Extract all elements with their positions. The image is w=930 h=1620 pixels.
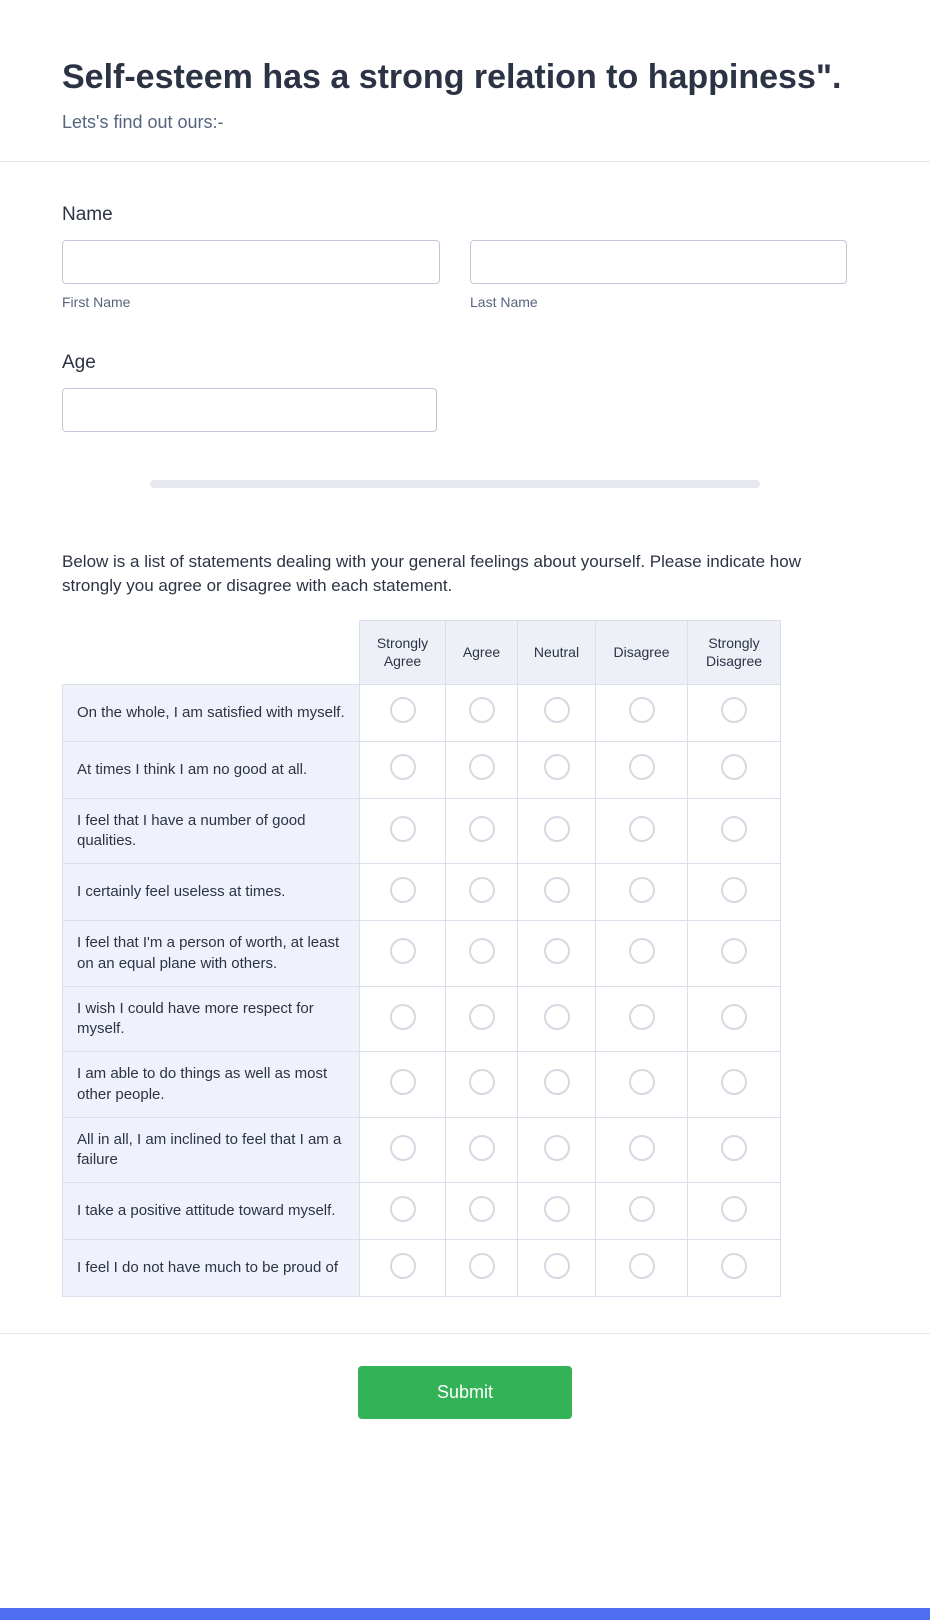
- radio-button[interactable]: [390, 1253, 416, 1279]
- matrix-row: [63, 921, 781, 987]
- matrix-row-label: I feel that I'm a person of worth, at least on an equal plane with others.: [63, 921, 360, 987]
- radio-button[interactable]: [629, 816, 655, 842]
- radio-button[interactable]: [629, 1253, 655, 1279]
- radio-button[interactable]: [721, 938, 747, 964]
- matrix-cell: [360, 1117, 446, 1183]
- matrix-row-label: I take a positive attitude toward myself.: [63, 1183, 360, 1240]
- radio-button[interactable]: [721, 816, 747, 842]
- matrix-row-label: I wish I could have more respect for myself.: [63, 986, 360, 1052]
- radio-button[interactable]: [390, 1004, 416, 1030]
- radio-button[interactable]: [721, 697, 747, 723]
- matrix-row: [63, 986, 781, 1052]
- matrix-cell: [518, 986, 596, 1052]
- matrix-cell: [596, 684, 688, 741]
- matrix-cell: [360, 684, 446, 741]
- matrix-cell: [446, 798, 518, 864]
- matrix-cell: [596, 986, 688, 1052]
- matrix-cell: [446, 1052, 518, 1118]
- radio-button[interactable]: [629, 1135, 655, 1161]
- matrix-row-label: I certainly feel useless at times.: [63, 864, 360, 921]
- radio-button[interactable]: [721, 877, 747, 903]
- last-name-group: [470, 240, 847, 310]
- matrix-cell: [446, 1240, 518, 1297]
- first-name-input[interactable]: [62, 240, 440, 284]
- age-field-label: Age: [62, 352, 96, 374]
- last-name-input[interactable]: [470, 240, 847, 284]
- matrix-cell: [360, 1183, 446, 1240]
- matrix-row: [63, 1052, 781, 1118]
- matrix-cell: [518, 798, 596, 864]
- matrix-cell: [360, 986, 446, 1052]
- matrix-row-label: At times I think I am no good at all.: [63, 741, 360, 798]
- matrix-cell: [360, 741, 446, 798]
- radio-button[interactable]: [469, 938, 495, 964]
- radio-button[interactable]: [390, 754, 416, 780]
- radio-button[interactable]: [469, 754, 495, 780]
- radio-button[interactable]: [629, 754, 655, 780]
- radio-button[interactable]: [544, 1196, 570, 1222]
- matrix-cell: [360, 798, 446, 864]
- radio-button[interactable]: [544, 1069, 570, 1095]
- matrix-cell: [518, 684, 596, 741]
- matrix-cell: [446, 1117, 518, 1183]
- matrix-cell: [596, 1183, 688, 1240]
- matrix-cell: [596, 798, 688, 864]
- matrix-cell: [596, 921, 688, 987]
- matrix-cell: [360, 864, 446, 921]
- section-divider: [150, 480, 760, 488]
- radio-button[interactable]: [469, 1196, 495, 1222]
- radio-button[interactable]: [390, 1196, 416, 1222]
- radio-button[interactable]: [544, 877, 570, 903]
- matrix-row-label: All in all, I am inclined to feel that I am a failure: [63, 1117, 360, 1183]
- radio-button[interactable]: [544, 1253, 570, 1279]
- matrix-cell: [688, 1117, 781, 1183]
- radio-button[interactable]: [721, 1004, 747, 1030]
- matrix-cell: [688, 798, 781, 864]
- radio-button[interactable]: [721, 754, 747, 780]
- matrix-cell: [688, 864, 781, 921]
- radio-button[interactable]: [629, 877, 655, 903]
- matrix-column-header: Strongly Disagree: [688, 620, 781, 684]
- radio-button[interactable]: [544, 1004, 570, 1030]
- matrix-cell: [688, 1183, 781, 1240]
- radio-button[interactable]: [544, 754, 570, 780]
- matrix-row-label: I feel that I have a number of good qualities.: [63, 798, 360, 864]
- matrix-cell: [446, 921, 518, 987]
- matrix-row: [63, 798, 781, 864]
- first-name-group: [62, 240, 440, 310]
- matrix-cell: [518, 864, 596, 921]
- matrix-intro-text: Below is a list of statements dealing with your general feelings about yourself. Please indicate how strongly you agree or disagree with each statement.: [62, 552, 801, 596]
- matrix-row-label: On the whole, I am satisfied with myself.: [63, 684, 360, 741]
- name-field-label: Name: [62, 204, 113, 226]
- radio-button[interactable]: [544, 816, 570, 842]
- last-name-sublabel: Last Name: [470, 294, 538, 311]
- first-name-sublabel: First Name: [62, 294, 131, 311]
- matrix-corner-cell: [63, 620, 360, 684]
- matrix-cell: [688, 684, 781, 741]
- matrix-cell: [518, 1117, 596, 1183]
- matrix-cell: [596, 864, 688, 921]
- radio-button[interactable]: [390, 938, 416, 964]
- radio-button[interactable]: [390, 877, 416, 903]
- matrix-column-header: Agree: [446, 620, 518, 684]
- matrix-cell: [518, 1183, 596, 1240]
- matrix-cell: [360, 1052, 446, 1118]
- matrix-row-label: I am able to do things as well as most other people.: [63, 1052, 360, 1118]
- matrix-body: [63, 684, 781, 1297]
- matrix-cell: [596, 1117, 688, 1183]
- matrix-cell: [518, 741, 596, 798]
- matrix-cell: [446, 986, 518, 1052]
- form-header: [0, 0, 930, 162]
- radio-button[interactable]: [390, 1069, 416, 1095]
- matrix-cell: [688, 741, 781, 798]
- radio-button[interactable]: [469, 1069, 495, 1095]
- matrix-cell: [446, 1183, 518, 1240]
- matrix-column-header: Neutral: [518, 620, 596, 684]
- radio-button[interactable]: [390, 1135, 416, 1161]
- matrix-row: [63, 864, 781, 921]
- page-title: Self-esteem has a strong relation to happiness".: [62, 58, 842, 96]
- radio-button[interactable]: [469, 1253, 495, 1279]
- radio-button[interactable]: [469, 877, 495, 903]
- matrix-cell: [688, 1240, 781, 1297]
- footer-bar: [0, 1608, 930, 1620]
- submit-area: [0, 1334, 930, 1459]
- matrix-cell: [446, 741, 518, 798]
- matrix-table: [62, 620, 781, 1298]
- matrix-cell: [518, 921, 596, 987]
- radio-button[interactable]: [390, 697, 416, 723]
- radio-button[interactable]: [469, 1135, 495, 1161]
- radio-button[interactable]: [469, 697, 495, 723]
- radio-button[interactable]: [544, 697, 570, 723]
- submit-button[interactable]: Submit: [358, 1366, 572, 1419]
- radio-button[interactable]: [469, 1004, 495, 1030]
- matrix-cell: [596, 1052, 688, 1118]
- matrix-cell: [688, 1052, 781, 1118]
- matrix-cell: [360, 1240, 446, 1297]
- radio-button[interactable]: [721, 1253, 747, 1279]
- radio-button[interactable]: [721, 1069, 747, 1095]
- matrix-row-label: I feel I do not have much to be proud of: [63, 1240, 360, 1297]
- radio-button[interactable]: [629, 1069, 655, 1095]
- radio-button[interactable]: [544, 1135, 570, 1161]
- matrix-header-row: [63, 620, 781, 684]
- matrix-cell: [360, 921, 446, 987]
- radio-button[interactable]: [721, 1135, 747, 1161]
- matrix-row: [63, 1183, 781, 1240]
- radio-button[interactable]: [544, 938, 570, 964]
- radio-button[interactable]: [629, 938, 655, 964]
- name-field-row: [62, 240, 847, 310]
- radio-button[interactable]: [629, 1004, 655, 1030]
- matrix-cell: [688, 986, 781, 1052]
- matrix-row: [63, 741, 781, 798]
- matrix-cell: [446, 684, 518, 741]
- matrix-row: [63, 1240, 781, 1297]
- form-body: [0, 204, 930, 1297]
- matrix-cell: [596, 1240, 688, 1297]
- radio-button[interactable]: [629, 697, 655, 723]
- radio-button[interactable]: [469, 816, 495, 842]
- matrix-cell: [596, 741, 688, 798]
- age-input[interactable]: [62, 388, 437, 432]
- radio-button[interactable]: [721, 1196, 747, 1222]
- radio-button[interactable]: [629, 1196, 655, 1222]
- matrix-cell: [518, 1240, 596, 1297]
- matrix-cell: [688, 921, 781, 987]
- matrix-row: [63, 1117, 781, 1183]
- page-subtitle: Lets's find out ours:-: [62, 112, 224, 133]
- matrix-cell: [518, 1052, 596, 1118]
- matrix-row: [63, 684, 781, 741]
- radio-button[interactable]: [390, 816, 416, 842]
- matrix-column-header: Strongly Agree: [360, 620, 446, 684]
- matrix-column-header: Disagree: [596, 620, 688, 684]
- matrix-cell: [446, 864, 518, 921]
